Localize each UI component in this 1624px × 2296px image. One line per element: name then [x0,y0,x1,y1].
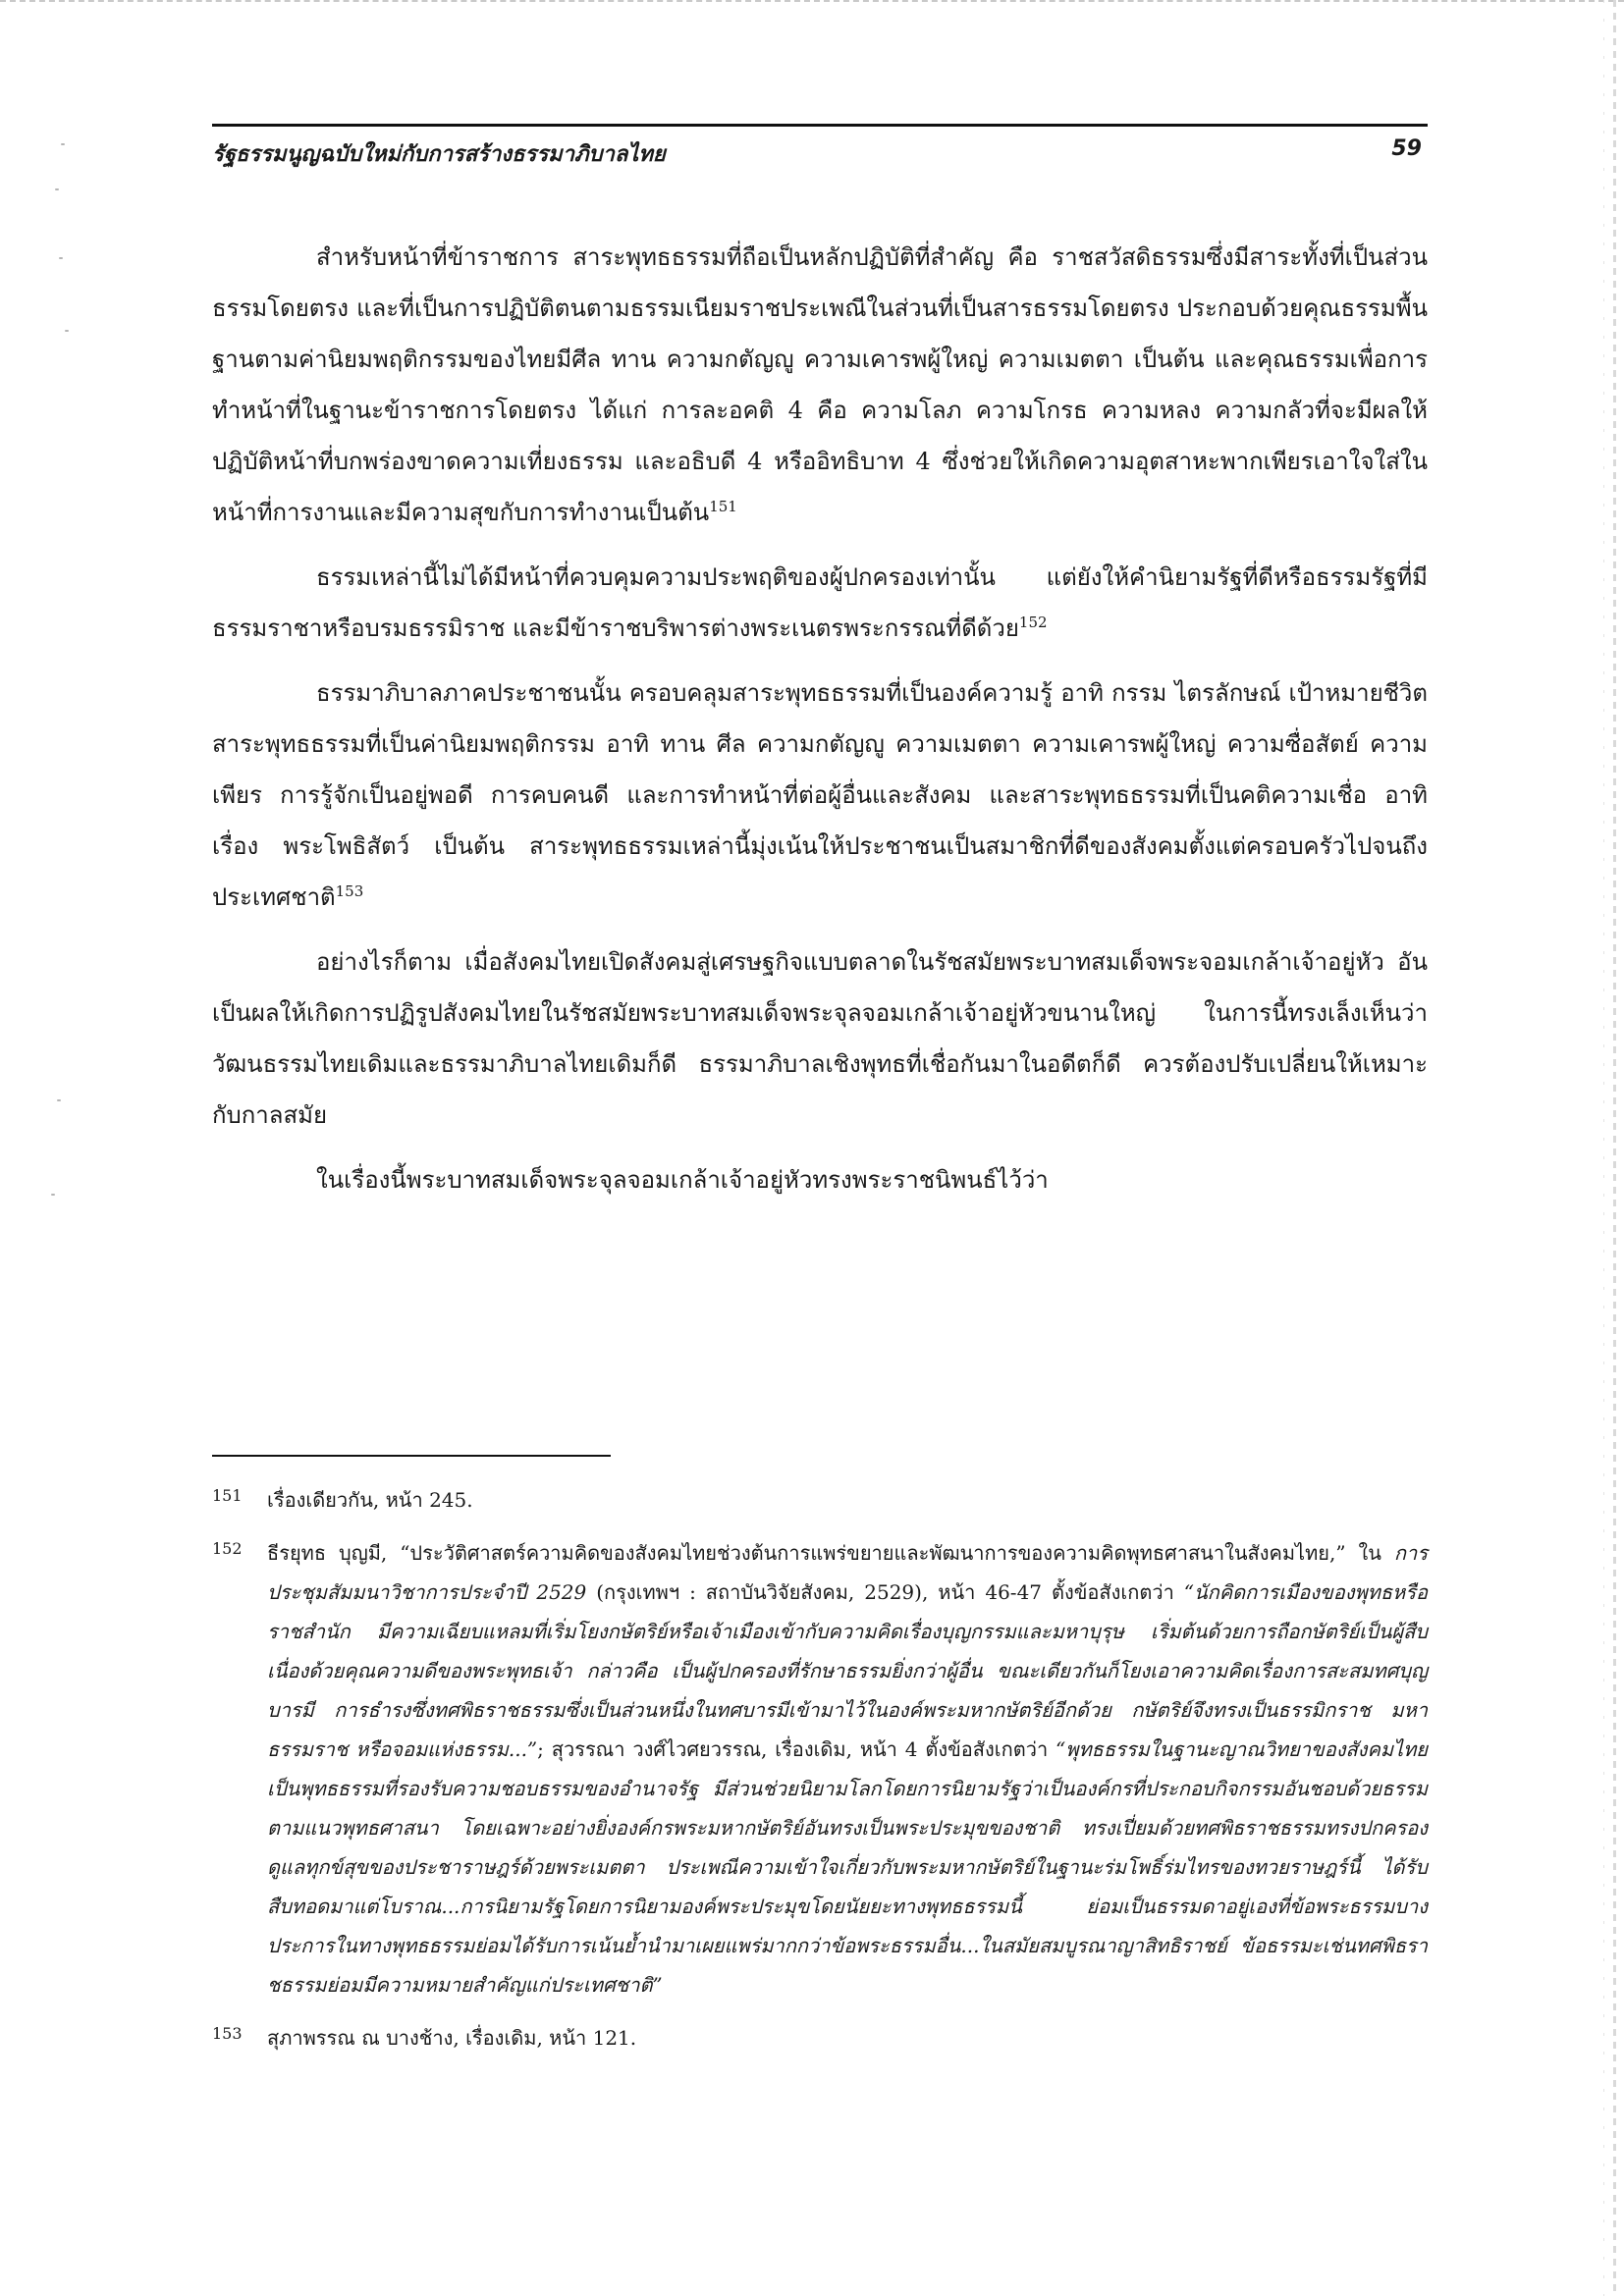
paragraph: สำหรับหน้าที่ข้าราชการ สาระพุทธธรรมที่ถือเป็นหลักปฏิบัติที่สำคัญ คือ ราชสวัสดิธรรมซึ่งมีสาระทั้งที่เป็นส่วนธรรมโดยตรง และที่เป็นการปฏิบัติตนตามธรรมเนียมราชประเพณีในส่วนที่เป็นสารธรรมโดยตรง ประกอบด้วยคุณธรรมพื้นฐานตามค่านิยมพฤติกรรมของไทยมีศีล ทาน ความกตัญญู ความเคารพผู้ใหญ่ ความเมตตา เป็นต้น และคุณธรรมเพื่อการทำหน้าที่ในฐานะข้าราชการโดยตรง ได้แก่ การละอคติ 4 คือ ความโลภ ความโกรธ ความหลง ความกลัวที่จะมีผลให้ปฏิบัติหน้าที่บกพร่องขาดความเที่ยงธรรม และอธิบดี 4 หรืออิทธิบาท 4 ซึ่งช่วยให้เกิดความอุตสาหะพากเพียรเอาใจใส่ในหน้าที่การงานและมีความสุขกับการทำงานเป็นต้น$^{151}$ [212,243,1428,526]
footnote-ref: 153 [335,882,364,900]
footnote-152 [212,1533,1428,2004]
scan-speck [51,1194,55,1196]
scan-speck [65,330,69,332]
paragraph: ธรรมาภิบาลภาคประชาชนนั้น ครอบคลุมสาระพุทธธรรมที่เป็นองค์ความรู้ อาทิ กรรม ไตรลักษณ์ เป้าหมายชีวิต สาระพุทธธรรมที่เป็นค่านิยมพฤติกรรม อาทิ ทาน ศีล ความกตัญญู ความเมตตา ความเคารพผู้ใหญ่ ความซื่อสัตย์ ความเพียร การรู้จักเป็นอยู่พอดี การคบคนดี และการทำหน้าที่ต่อผู้อื่นและสังคม และสาระพุทธธรรมที่เป็นคติความเชื่อ อาทิ เรื่อง พระโพธิสัตว์ เป็นต้น สาระพุทธธรรมเหล่านี้มุ่งเน้นให้ประชาชนเป็นสมาชิกที่ดีของสังคมตั้งแต่ครอบครัวไปจนถึงประเทศชาติ$^{153}$ [212,679,1428,911]
footnotes [212,1480,1428,2071]
footnote-151 [212,1480,1428,1520]
footnote-text: สุภาพรรณ ณ บางช้าง, เรื่องเดิม, หน้า 121. [267,2026,637,2050]
footnote-source-title: การประชุมสัมมนาวิชาการประจำปี 2529 [267,1541,1428,1604]
body-text [212,232,1428,1219]
scan-speck [55,188,59,190]
footnote-text: ธีรยุทธ บุญมี, “ประวัติศาสตร์ความคิดของสังคมไทยช่วงต้นการแพร่ขยายและพัฒนาการของความคิดพุทธศาสนาในสังคมไทย,” ใน [267,1541,1394,1565]
paragraph: อย่างไรก็ตาม เมื่อสังคมไทยเปิดสังคมสู่เศรษฐกิจแบบตลาดในรัชสมัยพระบาทสมเด็จพระจอมเกล้าเจ้าอยู่หัว อันเป็นผลให้เกิดการปฏิรูปสังคมไทยในรัชสมัยพระบาทสมเด็จพระจุลจอมเกล้าเจ้าอยู่หัวขนานใหญ่ ในการนี้ทรงเล็งเห็นว่าวัฒนธรรมไทยเดิมและธรรมาภิบาลไทยเดิมก็ดี ธรรมาภิบาลเชิงพุทธที่เชื่อกันมาในอดีตก็ดี ควรต้องปรับเปลี่ยนให้เหมาะกับกาลสมัย [212,948,1428,1129]
footnote-ref: 152 [1018,614,1048,631]
page-number: 59 [1391,136,1422,161]
footnote-text: (กรุงเทพฯ : สถาบันวิจัยสังคม, 2529), หน้า 46-47 ตั้งข้อสังเกตว่า [586,1580,1184,1604]
scan-speck [59,257,63,259]
footnote-quote: “นักคิดการเมืองของพุทธหรือราชสำนัก มีความเฉียบแหลมที่เริ่มโยงกษัตริย์หรือเจ้าเมืองเข้ากับความคิดเรื่องบุญกรรมและมหาบุรุษ เริ่มต้นด้วยการถือกษัตริย์เป็นผู้สืบเนื่องด้วยคุณความดีของพระพุทธเจ้า กล่าวคือ เป็นผู้ปกครองที่รักษาธรรมยิ่งกว่าผู้อื่น ขณะเดียวกันก็โยงเอาความคิดเรื่องการสะสมทศบุญบารมี การธำรงซึ่งทศพิธราชธรรมซึ่งเป็นส่วนหนึ่งในทศบารมีเข้ามาไว้ในองค์พระมหากษัตริย์อีกด้วย กษัตริย์จึงทรงเป็นธรรมิกราช มหาธรรมราช หรือจอมแห่งธรรม...” [267,1580,1428,1761]
paragraph: ธรรมเหล่านี้ไม่ได้มีหน้าที่ควบคุมความประพฤติของผู้ปกครองเท่านั้น แต่ยังให้คำนิยามรัฐที่ดีหรือธรรมรัฐที่มีธรรมราชาหรือบรมธรรมิราช และมีข้าราชบริพารต่างพระเนตรพระกรรณที่ดีด้วย$^{152}$ [212,563,1428,642]
paragraph: ในเรื่องนี้พระบาทสมเด็จพระจุลจอมเกล้าเจ้าอยู่หัวทรงพระราชนิพนธ์ไว้ว่า [316,1166,1049,1194]
running-header-title: รัฐธรรมนูญฉบับใหม่กับการสร้างธรรมาภิบาลไทย [212,142,666,167]
footnote-number: 151 [212,1486,243,1505]
scan-edge-top [0,0,1624,6]
footnote-number: 153 [212,2024,243,2043]
running-header [212,124,1428,172]
scan-speck [57,1099,61,1101]
footnote-text: เรื่องเดียวกัน, หน้า 245. [267,1488,473,1512]
footnote-separator [212,1455,611,1457]
footnote-ref: 151 [709,498,737,515]
footnote-text: ; สุวรรณา วงศ์ไวศยวรรณ, เรื่องเดิม, หน้า 4 ตั้งข้อสังเกตว่า [537,1737,1056,1761]
scan-edge-right [1613,0,1616,2296]
footnote-quote: “พุทธธรรมในฐานะญาณวิทยาของสังคมไทย เป็นพุทธธรรมที่รองรับความชอบธรรมของอำนาจรัฐ มีส่วนช่วยนิยามโลกโดยการนิยามรัฐว่าเป็นองค์กรที่ประกอบกิจกรรมอันชอบด้วยธรรมตามแนวพุทธศาสนา โดยเฉพาะอย่างยิ่งองค์กรพระมหากษัตริย์อันทรงเป็นพระประมุขของชาติ ทรงเปี่ยมด้วยทศพิธราชธรรมทรงปกครอง ดูแลทุกข์สุขของประชาราษฎร์ด้วยพระเมตตา ประเพณีความเข้าใจเกี่ยวกับพระมหากษัตริย์ในฐานะร่มโพธิ์ร่มไทรของทวยราษฎร์นี้ ได้รับสืบทอดมาแต่โบราณ...การนิยามรัฐโดยการนิยามองค์พระประมุขโดยนัยยะทางพุทธธรรมนี้ ย่อมเป็นธรรมดาอยู่เองที่ข้อพระธรรมบางประการในทางพุทธธรรมย่อมได้รับการเน้นย้ำนำมาเผยแพร่มากกว่าข้อพระธรรมอื่น...ในสมัยสมบูรณาญาสิทธิราชย์ ข้อธรรมะเช่นทศพิธราชธรรมย่อมมีความหมายสำคัญแก่ประเทศชาติ” [267,1737,1428,1997]
scan-edge-right-inner [1603,0,1604,2296]
footnote-153 [212,2018,1428,2057]
footnote-number: 152 [212,1539,243,1558]
scan-speck [61,143,65,145]
